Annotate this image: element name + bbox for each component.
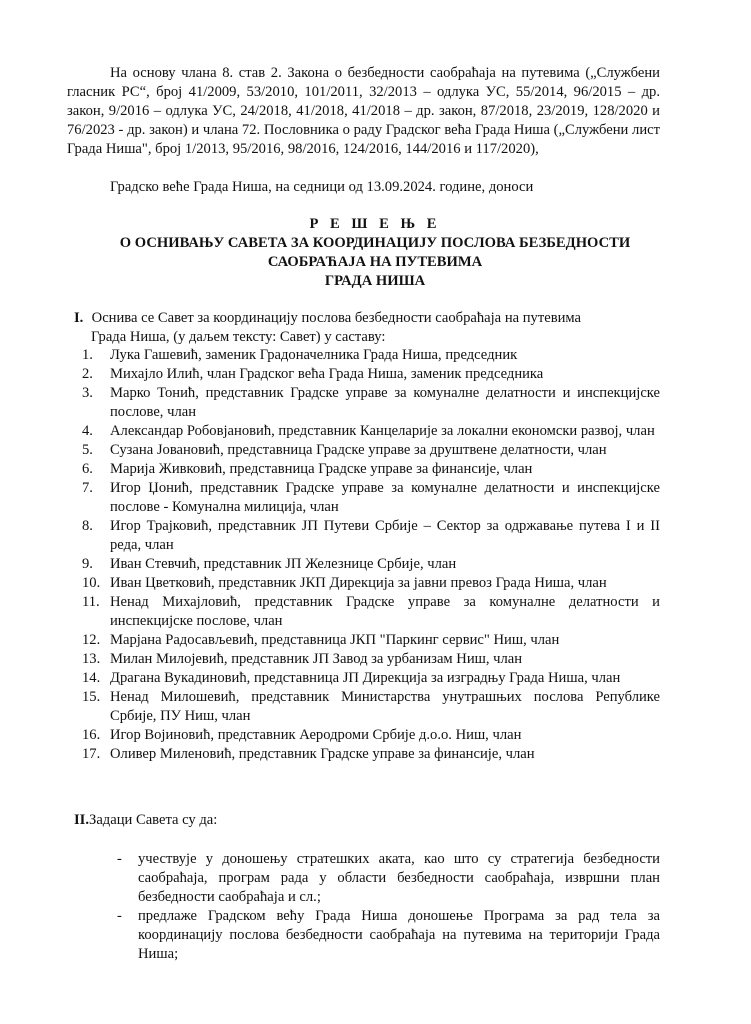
member-text: Марјана Радосављевић, представница ЈКП "Паркинг сервис" Ниш, члан [110, 632, 560, 648]
member-number: 14. [82, 670, 101, 686]
member-text: Иван Стевчић, представник ЈП Железнице Србије, члан [110, 556, 457, 572]
member-text: Игор Трајковић, представник ЈП Путеви Србије – Сектор за одржавање путева I и II реда, члан [110, 518, 660, 553]
member-number: 4. [82, 423, 93, 439]
list-item [82, 669, 660, 688]
member-text: Игор Војиновић, представник Аеродроми Србије д.о.о. Ниш, члан [110, 727, 522, 743]
member-text: Ненад Михајловић, представник Градске управе за комуналне делатности и инспекцијске послове, члан [110, 594, 660, 629]
list-item [82, 745, 660, 764]
council-decision-line: Градско веће Града Ниша, на седници од 13.09.2024. године, доноси [110, 179, 534, 195]
list-item [82, 688, 660, 726]
member-text: Лука Гашевић, заменик Градоначелника Града Ниша, председник [110, 347, 518, 363]
section-1-intro-first: Оснива се Савет за координацију послова безбедности саобраћаја на путевима [91, 310, 582, 326]
member-text: Оливер Миленовић, представник Градске управе за финансије, члан [110, 746, 535, 762]
list-item [82, 631, 660, 650]
member-number: 16. [82, 727, 101, 743]
task-text: предлаже Градском већу Града Ниша доношење Програма за рад тела за координацију послова безбедности саобраћаја на путевима на територији Града Ниша; [138, 908, 660, 962]
preamble-paragraph: На основу члана 8. став 2. Закона о безбедности саобраћаја на путевима („Службени гласник РС“, број 41/2009, 53/2010, 101/2011, 32/2013 – одлука УС, 55/2014, 96/2015 – др. закон, 9/2016 – одлука УС, 24/2018, 41/2018, 41/2018 – др. закон, 87/2018, 23/2019, 128/2020 и 76/2023 - др. закон) и члана 72. Пословника о раду Градског већа Града Ниша („Службени лист Града Ниша", број 1/2013, 95/2016, 98/2016, 124/2016, 144/2016 и 117/2020), [67, 65, 660, 157]
member-text: Марко Тонић, представник Градске управе за комуналне делатности и инспекцијске послове, члан [110, 385, 660, 420]
member-text: Милан Милојевић, представник ЈП Завод за урбанизам Ниш, члан [110, 651, 523, 667]
member-text: Сузана Јовановић, представница Градске управе за друштвене делатности, члан [110, 442, 607, 458]
member-text: Ненад Милошевић, представник Министарства унутрашњих послова Републике Србије, ПУ Ниш, члан [110, 689, 660, 724]
list-item [82, 346, 660, 365]
section-1-intro [74, 309, 660, 347]
task-bullet: - [117, 851, 122, 867]
member-number: 8. [82, 518, 93, 534]
list-item [117, 907, 660, 964]
council-members-list [82, 346, 660, 764]
member-text: Драгана Вукадиновић, представница ЈП Дирекција за изградњу Града Ниша, члан [110, 670, 621, 686]
member-number: 1. [82, 347, 93, 363]
member-number: 9. [82, 556, 93, 572]
section-2-heading-text: Задаци Савета су да: [89, 812, 218, 828]
list-item [117, 850, 660, 907]
list-item [82, 460, 660, 479]
member-text: Александар Робовјановић, представник Канцеларије за локални економски развој, члан [110, 423, 655, 439]
list-item [82, 650, 660, 669]
member-number: 13. [82, 651, 101, 667]
list-item [82, 593, 660, 631]
member-number: 15. [82, 689, 101, 705]
council-tasks-list [117, 850, 660, 964]
list-item [82, 574, 660, 593]
title-line-1: Р Е Ш Е Њ Е [309, 216, 441, 232]
list-item [82, 441, 660, 460]
member-number: 12. [82, 632, 101, 648]
member-number: 6. [82, 461, 93, 477]
member-number: 5. [82, 442, 93, 458]
list-item [82, 384, 660, 422]
list-item [82, 555, 660, 574]
member-number: 10. [82, 575, 101, 591]
section-1-numeral: I. [74, 310, 84, 326]
list-item [82, 365, 660, 384]
section-1-intro-rest: Града Ниша, (у даљем тексту: Савет) у саставу: [91, 329, 386, 345]
member-text: Михајло Илић, члан Градског већа Града Ниша, заменик председника [110, 366, 544, 382]
list-item [82, 517, 660, 555]
member-text: Иван Цветковић, представник ЈКП Дирекција за јавни превоз Града Ниша, члан [110, 575, 607, 591]
list-item [82, 422, 660, 441]
member-text: Игор Џонић, представник Градске управе за комуналне делатности и инспекцијске послове - Комунална милиција, члан [110, 480, 660, 515]
member-number: 7. [82, 480, 93, 496]
member-number: 17. [82, 746, 101, 762]
member-number: 11. [82, 594, 100, 610]
member-number: 2. [82, 366, 93, 382]
list-item [82, 726, 660, 745]
list-item [82, 479, 660, 517]
title-line-4: ГРАДА НИША [324, 273, 426, 289]
section-2-numeral: II. [74, 812, 90, 828]
section-2-heading [74, 811, 217, 830]
member-number: 3. [82, 385, 93, 401]
member-text: Марија Живковић, представница Градске управе за финансије, члан [110, 461, 533, 477]
title-line-3: САОБРАЋАЈА НА ПУТЕВИМА [267, 254, 483, 270]
task-bullet: - [117, 908, 122, 924]
decision-title [40, 215, 710, 291]
task-text: учествује у доношењу стратешких аката, као што су стратегија безбедности саобраћаја, програм рада у области безбедности саобраћаја, извршни план безбедности саобраћаја и сл.; [138, 851, 660, 905]
title-line-2: О ОСНИВАЊУ САВЕТА ЗА КООРДИНАЦИЈУ ПОСЛОВА БЕЗБЕДНОСТИ [119, 235, 631, 251]
